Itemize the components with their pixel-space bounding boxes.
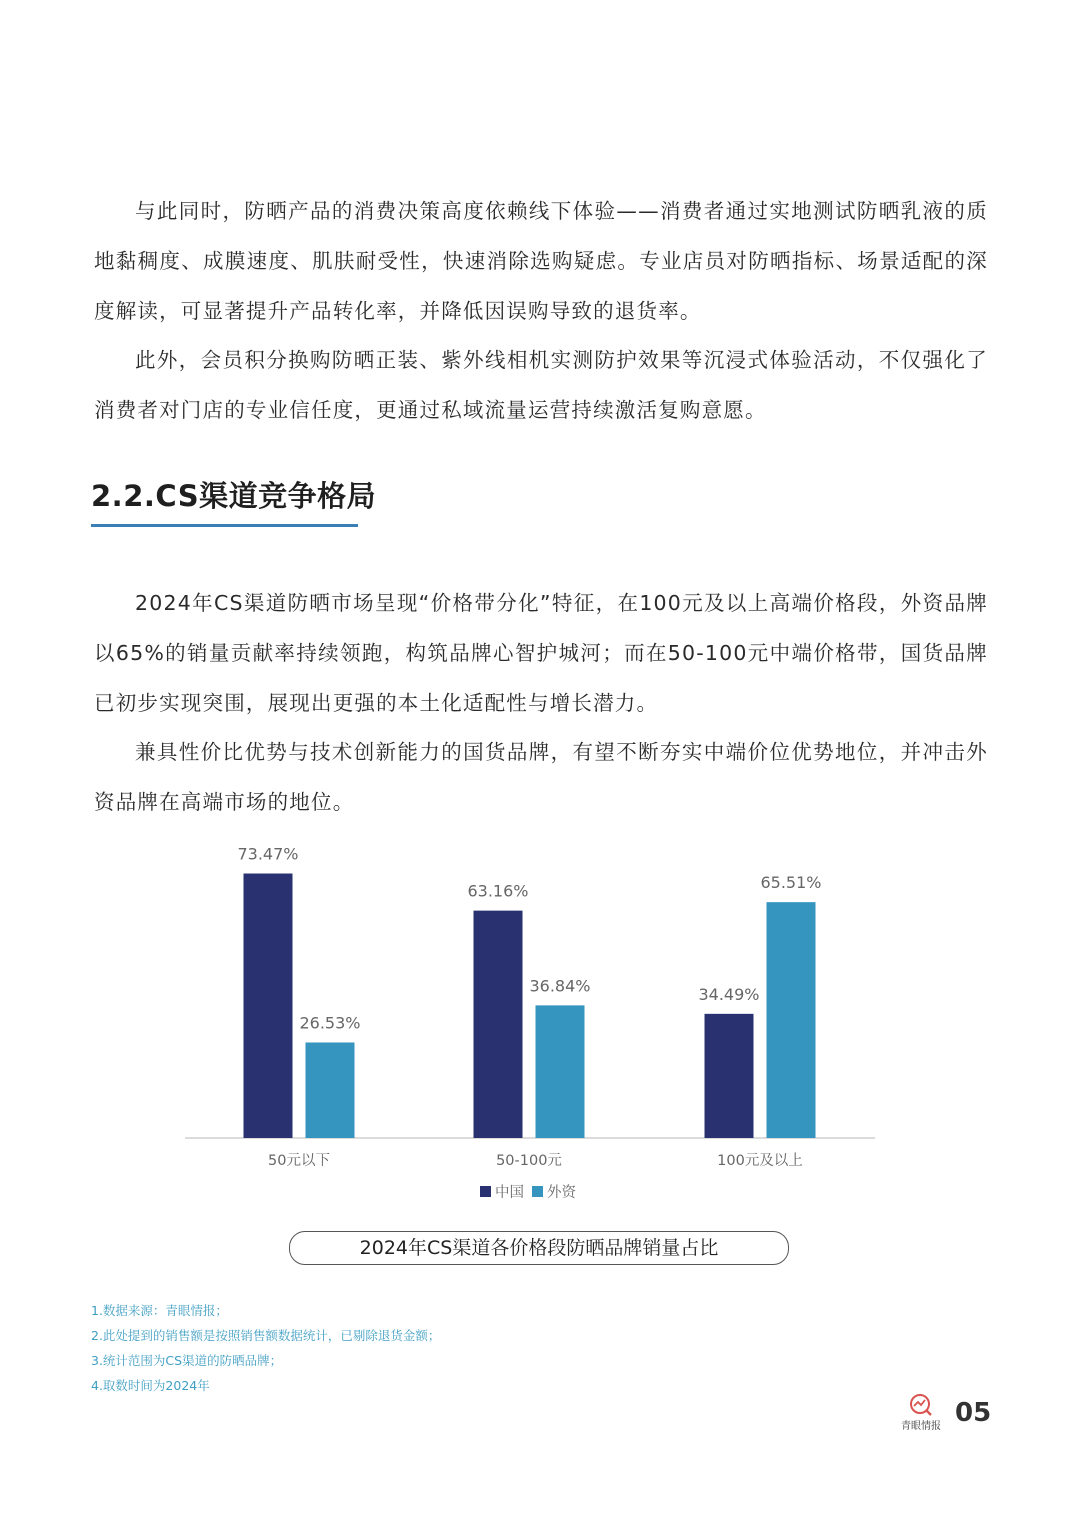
brand-logo-text: 青眼情报 xyxy=(901,1421,941,1432)
legend-label-外资: 外资 xyxy=(547,1185,576,1201)
section-title: 2.2.CS渠道竞争格局 xyxy=(91,479,377,513)
brand-logo xyxy=(896,1393,946,1435)
sales-share-bar-chart xyxy=(0,830,1080,1220)
data-label-中国-2: 34.49% xyxy=(698,984,760,1004)
data-label-外资-1: 36.84% xyxy=(529,976,591,996)
category-label-1: 50-100元 xyxy=(496,1153,562,1169)
paragraph-domestic-brands: 兼具性价比优势与技术创新能力的国货品牌，有望不断夯实中端价位优势地位，并冲击外资品牌在高端市场的地位。 xyxy=(94,740,988,814)
chart-caption: 2024年CS渠道各价格段防晒品牌销量占比 xyxy=(289,1231,789,1265)
footnote-sales-definition: 2.此处提到的销售额是按照销售额数据统计，已剔除退货金额； xyxy=(91,1328,441,1343)
legend-swatch-中国 xyxy=(480,1186,491,1197)
footnote-scope: 3.统计范围为CS渠道的防晒品牌； xyxy=(91,1353,283,1368)
paragraph-membership-activities: 此外，会员积分换购防晒正装、紫外线相机实测防护效果等沉浸式体验活动，不仅强化了消费者对门店的专业信任度，更通过私域流量运营持续激活复购意愿。 xyxy=(94,348,988,422)
data-label-中国-1: 63.16% xyxy=(467,881,529,901)
footnotes xyxy=(91,1298,440,1398)
category-label-0: 50元以下 xyxy=(268,1153,330,1169)
bar-中国-2 xyxy=(705,1014,754,1138)
bar-外资-0 xyxy=(306,1042,355,1138)
paragraph-price-band: 2024年CS渠道防晒市场呈现“价格带分化”特征，在100元及以上高端价格段，外资品牌以65%的销量贡献率持续领跑，构筑品牌心智护城河；而在50-100元中端价格带，国货品牌已初步实现突围，展现出更强的本土化适配性与增长潜力。 xyxy=(94,591,988,715)
category-label-2: 100元及以上 xyxy=(717,1153,803,1169)
legend-swatch-外资 xyxy=(532,1186,543,1197)
bar-外资-1 xyxy=(536,1005,585,1138)
footnote-period: 4.取数时间为2024年 xyxy=(91,1378,210,1393)
bar-中国-1 xyxy=(474,911,523,1138)
paragraph-offline-experience: 与此同时，防晒产品的消费决策高度依赖线下体验——消费者通过实地测试防晒乳液的质地黏稠度、成膜速度、肌肤耐受性，快速消除选购疑虑。专业店员对防晒指标、场景适配的深度解读，可显著提升产品转化率，并降低因误购导致的退货率。 xyxy=(94,199,988,323)
legend-label-中国: 中国 xyxy=(495,1185,524,1201)
bar-中国-0 xyxy=(244,874,293,1138)
bar-外资-2 xyxy=(767,902,816,1138)
data-label-外资-2: 65.51% xyxy=(760,873,822,893)
magnifier-chart-icon xyxy=(909,1393,933,1417)
footnote-source: 1.数据来源：青眼情报； xyxy=(91,1303,228,1318)
data-label-中国-0: 73.47% xyxy=(237,844,299,864)
data-label-外资-0: 26.53% xyxy=(299,1013,361,1033)
section-title-underline xyxy=(91,524,358,527)
page-number: 05 xyxy=(955,1398,992,1428)
